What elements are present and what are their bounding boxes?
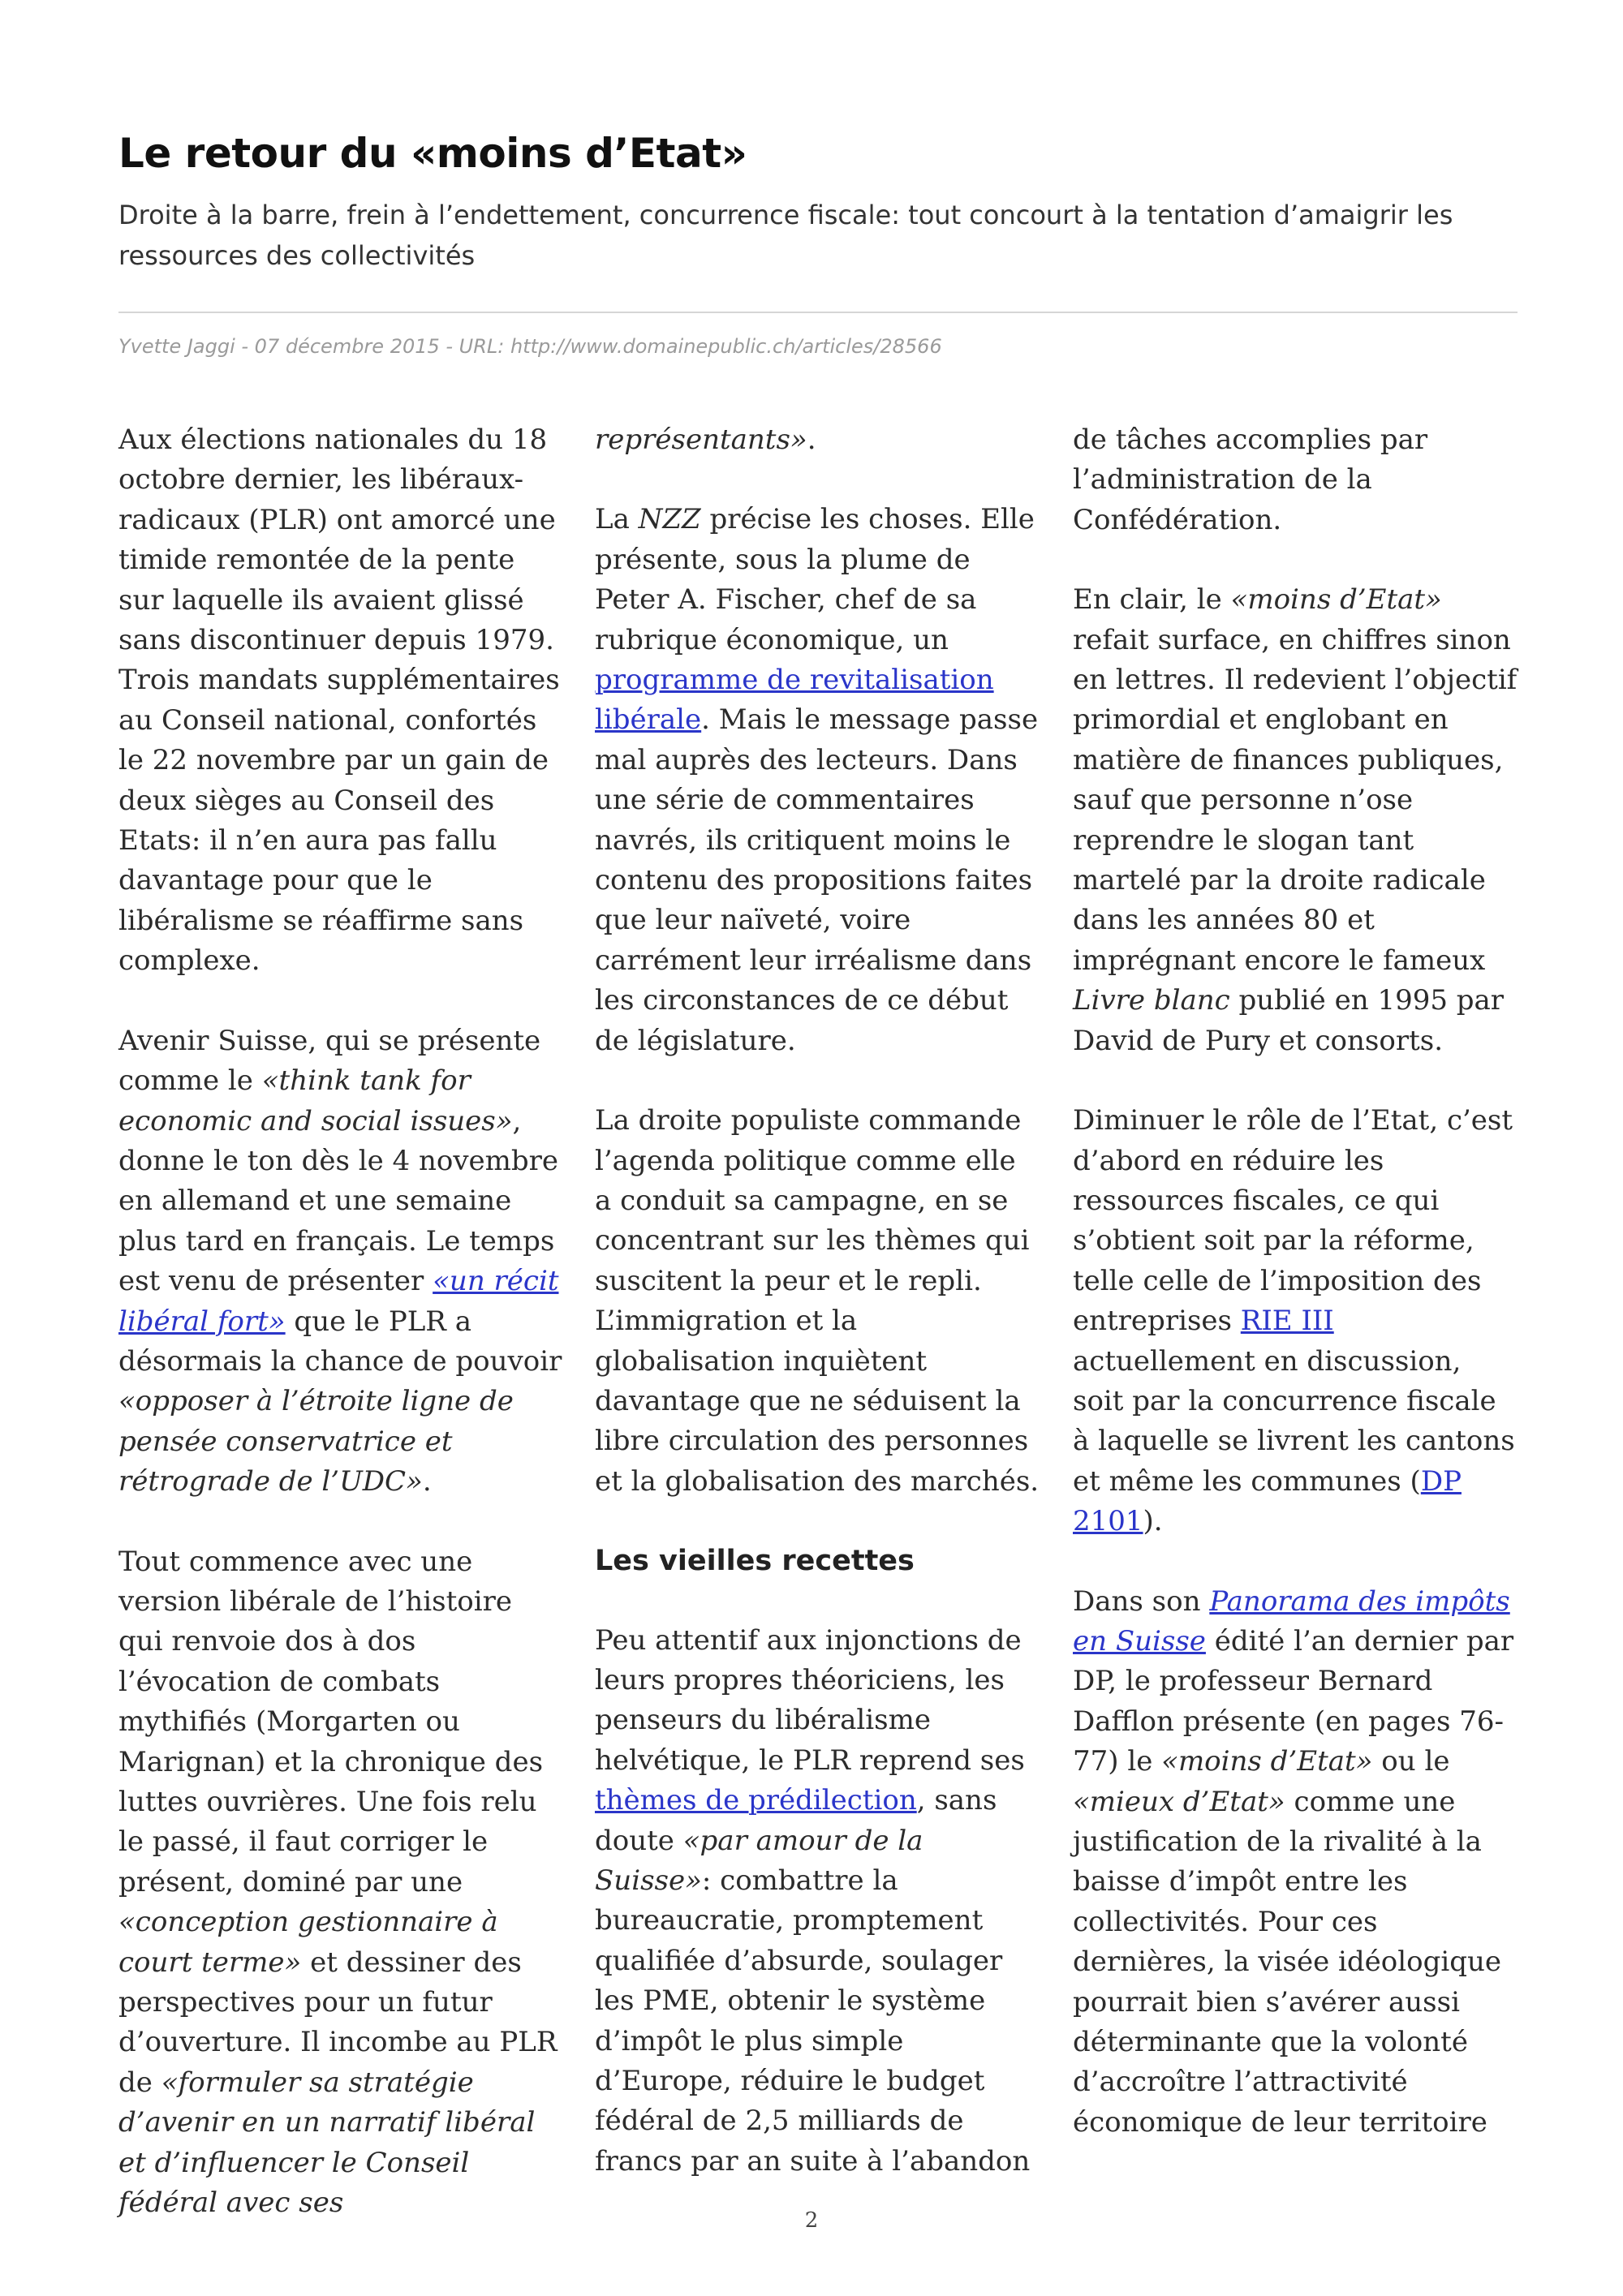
quote: «par amour de la Suisse» — [595, 1824, 923, 1897]
quote: «moins d’Etat» — [1161, 1745, 1373, 1778]
paragraph: représentants». — [595, 424, 816, 456]
header-divider — [118, 312, 1518, 313]
page-number: 2 — [804, 2208, 819, 2233]
paragraph: La NZZ précise les choses. Elle présente, sous la plume de Peter A. Fischer, chef de sa rubrique économique, un programme de revitalisation libérale. Mais le message passe mal auprès des lecteurs. Dans une série de commentaires navrés, ils critiquent moins le contenu des propositions faites que leur naïveté, voire carrément leur irréalisme dans les circonstances de ce début de législature. — [595, 503, 1039, 1057]
text-column-3 — [1073, 420, 1518, 2182]
paragraph: de tâches accomplies par l’administration de la Confédération. — [1073, 424, 1428, 536]
paragraph: Diminuer le rôle de l’Etat, c’est d’abord en réduire les ressources fiscales, ce qui s’obtient soit par la réforme, telle celle de l’imposition des entreprises RIE III actuellement en discussion, soit par la concurrence fiscale à laquelle se livrent les cantons et même les communes (DP 2101). — [1073, 1104, 1515, 1538]
paragraph: La droite populiste commande l’agenda politique comme elle a conduit sa campagne, en se concentrant sur les thèmes qui suscitent la peur et le repli. L’immigration et la globalisation inquiètent davantage que ne séduisent la libre circulation des personnes et la globalisation des marchés. — [595, 1104, 1040, 1498]
paragraph: Tout commence avec une version libérale de l’histoire qui renvoie dos à dos l’évocation de combats mythifiés (Morgarten ou Marignan) et la chronique des luttes ouvrières. Une fois relu le passé, il faut corriger le présent, dominé par une «conception gestionnaire à court terme» et dessiner des perspectives pour un futur d’ouverture. Il incombe au PLR de «formuler sa stratégie d’avenir en un narratif libéral et d’influencer le Conseil fédéral avec ses — [118, 1545, 558, 2220]
paragraph: Peu attentif aux injonctions de leurs propres théoriciens, les penseurs du libéralisme helvétique, le PLR reprend ses thèmes de prédilection, sans doute «par amour de la Suisse»: combattre la bureaucratie, promptement qualifiée d’absurde, soulager les PME, obtenir le système d’impôt le plus simple d’Europe, réduire le budget fédéral de 2,5 milliards de francs par an suite à l’abandon — [595, 1623, 1031, 2178]
paragraph: Avenir Suisse, qui se présente comme le «think tank for economic and social issues», donne le ton dès le 4 novembre en allemand et une semaine plus tard en français. Le temps est venu de présenter «un récit libéral fort» que le PLR a désormais la chance de pouvoir «opposer à l’étroite ligne de pensée conservatrice et rétrograde de l’UDC». — [118, 1024, 562, 1498]
quote: «mieux d’Etat» — [1073, 1785, 1285, 1818]
section-heading: Les vieilles recettes — [595, 1545, 915, 1578]
text-column-2 — [595, 420, 1040, 2221]
link-dp-2101[interactable]: DP 2101 — [1073, 1464, 1462, 1538]
link-themes-predilection[interactable]: thèmes de prédilection — [595, 1784, 917, 1817]
article-title: Le retour du «moins d’Etat» — [118, 130, 747, 177]
quote: «opposer à l’étroite ligne de pensée conservatrice et rétrograde de l’UDC» — [118, 1385, 514, 1498]
quote: représentants» — [595, 424, 807, 456]
quote: «conception gestionnaire à court terme» — [118, 1906, 498, 1979]
paragraph: Dans son Panorama des impôts en Suisse édité l’an dernier par DP, le professeur Bernard Dafflon présente (en pages 76-77) le «moins d’Etat» ou le «mieux d’Etat» comme une justification de la rivalité à la baisse d’impôt entre les collectivités. Pour ces dernières, la visée idéologique pourrait bien s’avérer aussi déterminante que la volonté d’accroître l’attractivité économique de leur territoire — [1073, 1584, 1514, 2139]
link-panorama-impots[interactable]: Panorama des impôts en Suisse — [1073, 1584, 1510, 1658]
article-subtitle: Droite à la barre, frein à l’endettement, concurrence fiscale: tout concourt à la tentation d’amaigrir les ressources des collectivités — [118, 200, 1453, 271]
publication-name: NZZ — [638, 503, 701, 536]
link-programme-revitalisation[interactable]: programme de revitalisation libérale — [595, 664, 994, 737]
article-meta: Yvette Jaggi - 07 décembre 2015 - URL: http://www.domainepublic.ch/articles/28566 — [118, 335, 942, 358]
paragraph: En clair, le «moins d’Etat» refait surface, en chiffres sinon en lettres. Il redevient l’objectif primordial et englobant en matière de finances publiques, sauf que personne n’ose reprendre le slogan tant martelé par la droite radicale dans les années 80 et imprégnant encore le fameux Livre blanc publié en 1995 par David de Pury et consorts. — [1073, 583, 1518, 1057]
paragraph: Aux élections nationales du 18 octobre dernier, les libéraux-radicaux (PLR) ont amorcé une timide remontée de la pente sur laquelle ils avaient glissé sans discontinuer depuis 1979. Trois mandats supplémentaires au Conseil national, confortés le 22 novembre par un gain de deux sièges au Conseil des Etats: il n’en aura pas fallu davantage pour que le libéralisme se réaffirme sans complexe. — [118, 424, 560, 978]
quote: «think tank for economic and social issues» — [118, 1064, 513, 1137]
book-title: Livre blanc — [1073, 984, 1230, 1017]
quote: «formuler sa stratégie d’avenir en un narratif libéral et d’influencer le Conseil fédéral avec ses — [118, 2066, 536, 2220]
text-column-1 — [118, 420, 563, 2263]
link-rie-iii[interactable]: RIE III — [1240, 1305, 1334, 1338]
link-recit-liberal[interactable]: «un récit libéral fort» — [118, 1265, 559, 1338]
quote: «moins d’Etat» — [1230, 583, 1442, 617]
